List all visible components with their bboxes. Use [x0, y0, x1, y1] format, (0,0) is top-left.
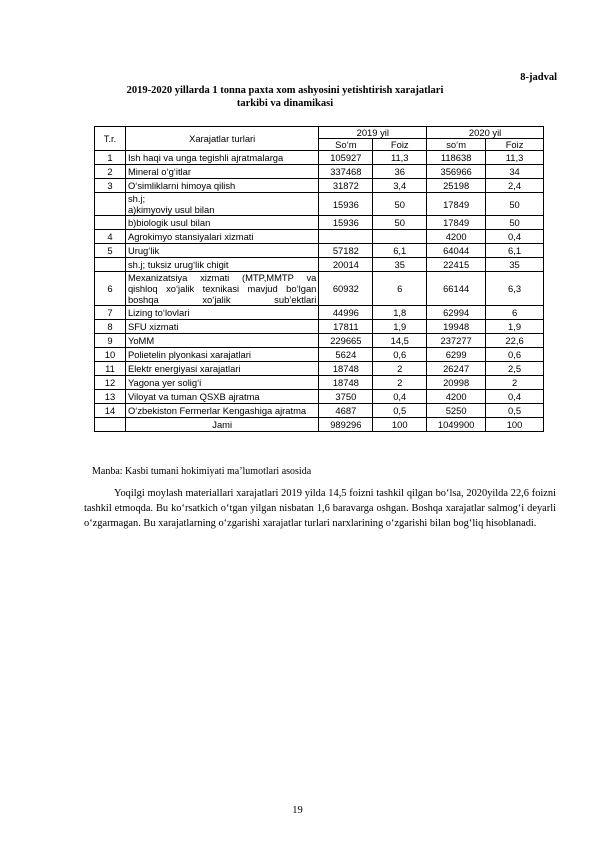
row-percent-2020: 0,4 [486, 390, 544, 404]
row-sum-2020: 5250 [427, 404, 486, 418]
table-row [95, 362, 544, 376]
row-number: 7 [95, 306, 126, 320]
table-row [95, 151, 544, 165]
row-percent-2020: 6,1 [486, 244, 544, 258]
source-note: Manba: Kasbi tumani hokimiyati ma’lumotlari asosida [92, 466, 312, 477]
table-title: 2019-2020 yillarda 1 tonna paxta xom ashyosini yetishtirish xarajatlari tarkibi va dinamikasi [126, 85, 444, 109]
row-percent-2019: 35 [373, 258, 427, 272]
row-name [125, 193, 318, 216]
row-number: 6 [95, 272, 126, 306]
row-sum-2020: 1049900 [427, 418, 486, 432]
table-row [95, 334, 544, 348]
expenses-table [94, 126, 544, 432]
row-sum-2020: 26247 [427, 362, 486, 376]
table-label: 8-jadval [520, 72, 557, 83]
row-sum-2019: 15936 [319, 193, 373, 216]
row-sum-2019: 989296 [319, 418, 373, 432]
row-sum-2019: 3750 [319, 390, 373, 404]
table-row [95, 216, 544, 230]
row-percent-2020: 6 [486, 306, 544, 320]
row-number: 14 [95, 404, 126, 418]
row-sum-2020: 6299 [427, 348, 486, 362]
row-name: Mexanizatsiya xizmati (MTP,MMTP va qishloq xo‘jalik texnikasi mavjud bo‘lgan boshqa xo‘jalik sub’ektlari [125, 272, 318, 306]
table-row [95, 390, 544, 404]
row-sum-2020: 4200 [427, 230, 486, 244]
row-number: 1 [95, 151, 126, 165]
row-number [95, 193, 126, 216]
row-percent-2020: 2 [486, 376, 544, 390]
row-sum-2019: 229665 [319, 334, 373, 348]
row-percent-2020: 22,6 [486, 334, 544, 348]
row-percent-2019: 2 [373, 376, 427, 390]
row-sum-2020: 118638 [427, 151, 486, 165]
row-percent-2019: 36 [373, 165, 427, 179]
row-name-detail: a)kimyoviy usul bilan [127, 204, 215, 215]
page-number: 19 [292, 805, 303, 816]
row-number: 12 [95, 376, 126, 390]
row-number: 8 [95, 320, 126, 334]
header-year-2019: 2019 yil [319, 127, 427, 139]
header-percent-2020: Foiz [486, 139, 544, 151]
row-name: Ish haqi va unga tegishli ajratmalarga [125, 151, 318, 165]
header-percent-2019: Foiz [373, 139, 427, 151]
header-year-2020: 2020 yil [427, 127, 544, 139]
row-percent-2019: 0,6 [373, 348, 427, 362]
table-row [95, 258, 544, 272]
row-sum-2019: 4687 [319, 404, 373, 418]
table-row [95, 244, 544, 258]
row-sum-2020: 66144 [427, 272, 486, 306]
row-name: Lizing to‘lovlari [125, 306, 318, 320]
row-percent-2020: 2,5 [486, 362, 544, 376]
row-name: Mineral o‘g‘itlar [125, 165, 318, 179]
table-row [95, 348, 544, 362]
row-sum-2019: 105927 [319, 151, 373, 165]
row-name: YoMM [125, 334, 318, 348]
row-number [95, 216, 126, 230]
row-percent-2019: 6,1 [373, 244, 427, 258]
table-row [95, 404, 544, 418]
row-sum-2020: 20998 [427, 376, 486, 390]
row-percent-2020: 100 [486, 418, 544, 432]
header-sum-2020: so‘m [427, 139, 486, 151]
row-sum-2020: 19948 [427, 320, 486, 334]
row-sum-2020: 25198 [427, 179, 486, 193]
row-percent-2019: 11,3 [373, 151, 427, 165]
row-name: b)biologik usul bilan [125, 216, 318, 230]
row-sum-2019: 337468 [319, 165, 373, 179]
row-sum-2020: 22415 [427, 258, 486, 272]
row-percent-2020: 0,4 [486, 230, 544, 244]
row-percent-2020: 0,5 [486, 404, 544, 418]
row-sum-2019: 20014 [319, 258, 373, 272]
row-sum-2019: 60932 [319, 272, 373, 306]
table-total-row [95, 418, 544, 432]
row-name: O‘simliklarni himoya qilish [125, 179, 318, 193]
table-header-row [95, 127, 544, 139]
table-row [95, 376, 544, 390]
row-sum-2019 [319, 230, 373, 244]
row-number: 2 [95, 165, 126, 179]
row-percent-2019: 50 [373, 216, 427, 230]
table-row [95, 306, 544, 320]
row-percent-2019: 2 [373, 362, 427, 376]
row-number [95, 418, 126, 432]
header-number: T.r. [95, 127, 126, 151]
row-name: Yagona yer solig‘i [125, 376, 318, 390]
row-percent-2019: 6 [373, 272, 427, 306]
row-percent-2020: 34 [486, 165, 544, 179]
row-percent-2020: 35 [486, 258, 544, 272]
row-percent-2020: 50 [486, 216, 544, 230]
row-percent-2019: 0,4 [373, 390, 427, 404]
table-row [95, 230, 544, 244]
row-percent-2019: 1,8 [373, 306, 427, 320]
row-number: 11 [95, 362, 126, 376]
row-sum-2020: 4200 [427, 390, 486, 404]
row-number: 3 [95, 179, 126, 193]
table-row [95, 272, 544, 306]
row-percent-2019: 1,9 [373, 320, 427, 334]
row-sum-2020: 356966 [427, 165, 486, 179]
row-number [95, 258, 126, 272]
row-percent-2020: 2,4 [486, 179, 544, 193]
row-name: Elektr energiyasi xarajatlari [125, 362, 318, 376]
row-number: 4 [95, 230, 126, 244]
row-name: Jami [125, 418, 318, 432]
row-percent-2019: 0,5 [373, 404, 427, 418]
row-percent-2020: 6,3 [486, 272, 544, 306]
table-row [95, 165, 544, 179]
row-sum-2020: 17849 [427, 216, 486, 230]
row-name: Urug‘lik [125, 244, 318, 258]
table-row [95, 179, 544, 193]
row-name: O‘zbekiston Fermerlar Kengashiga ajratma [125, 404, 318, 418]
row-sum-2020: 237277 [427, 334, 486, 348]
row-sum-2019: 57182 [319, 244, 373, 258]
row-sum-2020: 64044 [427, 244, 486, 258]
row-number: 5 [95, 244, 126, 258]
row-sum-2019: 18748 [319, 362, 373, 376]
row-sum-2019: 17811 [319, 320, 373, 334]
header-sum-2019: So‘m [319, 139, 373, 151]
body-paragraph: Yoqilgi moylash materiallari xarajatlari 2019 yilda 14,5 foizni tashkil qilgan bo‘lsa, 2020yilda 22,6 foizni tashkil etmoqda. Bu ko‘rsatkich o‘tgan yilgan nisbatan 1,6 baravarga oshgan. Boshqa xarajatlar salmog‘i deyarli o‘zgarmagan. Bu xarajatlarning o‘zgarishi xarajatlar turlari narxlarining o‘zgarishi bilan bog‘liq hisoblanadi. [84, 488, 556, 529]
row-percent-2019: 14,5 [373, 334, 427, 348]
row-name: sh.j; tuksiz urug‘lik chigit [125, 258, 318, 272]
row-percent-2020: 0,6 [486, 348, 544, 362]
row-percent-2019: 50 [373, 193, 427, 216]
row-percent-2020: 11,3 [486, 151, 544, 165]
row-sum-2020: 62994 [427, 306, 486, 320]
row-percent-2020: 50 [486, 193, 544, 216]
row-name: Agrokimyo stansiyalari xizmati [125, 230, 318, 244]
row-name: Viloyat va tuman QSXB ajratma [125, 390, 318, 404]
row-sum-2019: 15936 [319, 216, 373, 230]
header-expense-type: Xarajatlar turlari [125, 127, 318, 151]
row-number: 9 [95, 334, 126, 348]
row-sum-2019: 44996 [319, 306, 373, 320]
row-percent-2019: 3,4 [373, 179, 427, 193]
row-percent-2019 [373, 230, 427, 244]
row-percent-2019: 100 [373, 418, 427, 432]
row-percent-2020: 1,9 [486, 320, 544, 334]
row-sum-2020: 17849 [427, 193, 486, 216]
row-sum-2019: 18748 [319, 376, 373, 390]
table-row [95, 320, 544, 334]
row-number: 13 [95, 390, 126, 404]
table-row [95, 193, 544, 216]
row-sum-2019: 31872 [319, 179, 373, 193]
row-name-prefix: sh.j; [127, 193, 146, 204]
row-name: SFU xizmati [125, 320, 318, 334]
row-name: Polietelin plyonkasi xarajatlari [125, 348, 318, 362]
row-number: 10 [95, 348, 126, 362]
row-sum-2019: 5624 [319, 348, 373, 362]
